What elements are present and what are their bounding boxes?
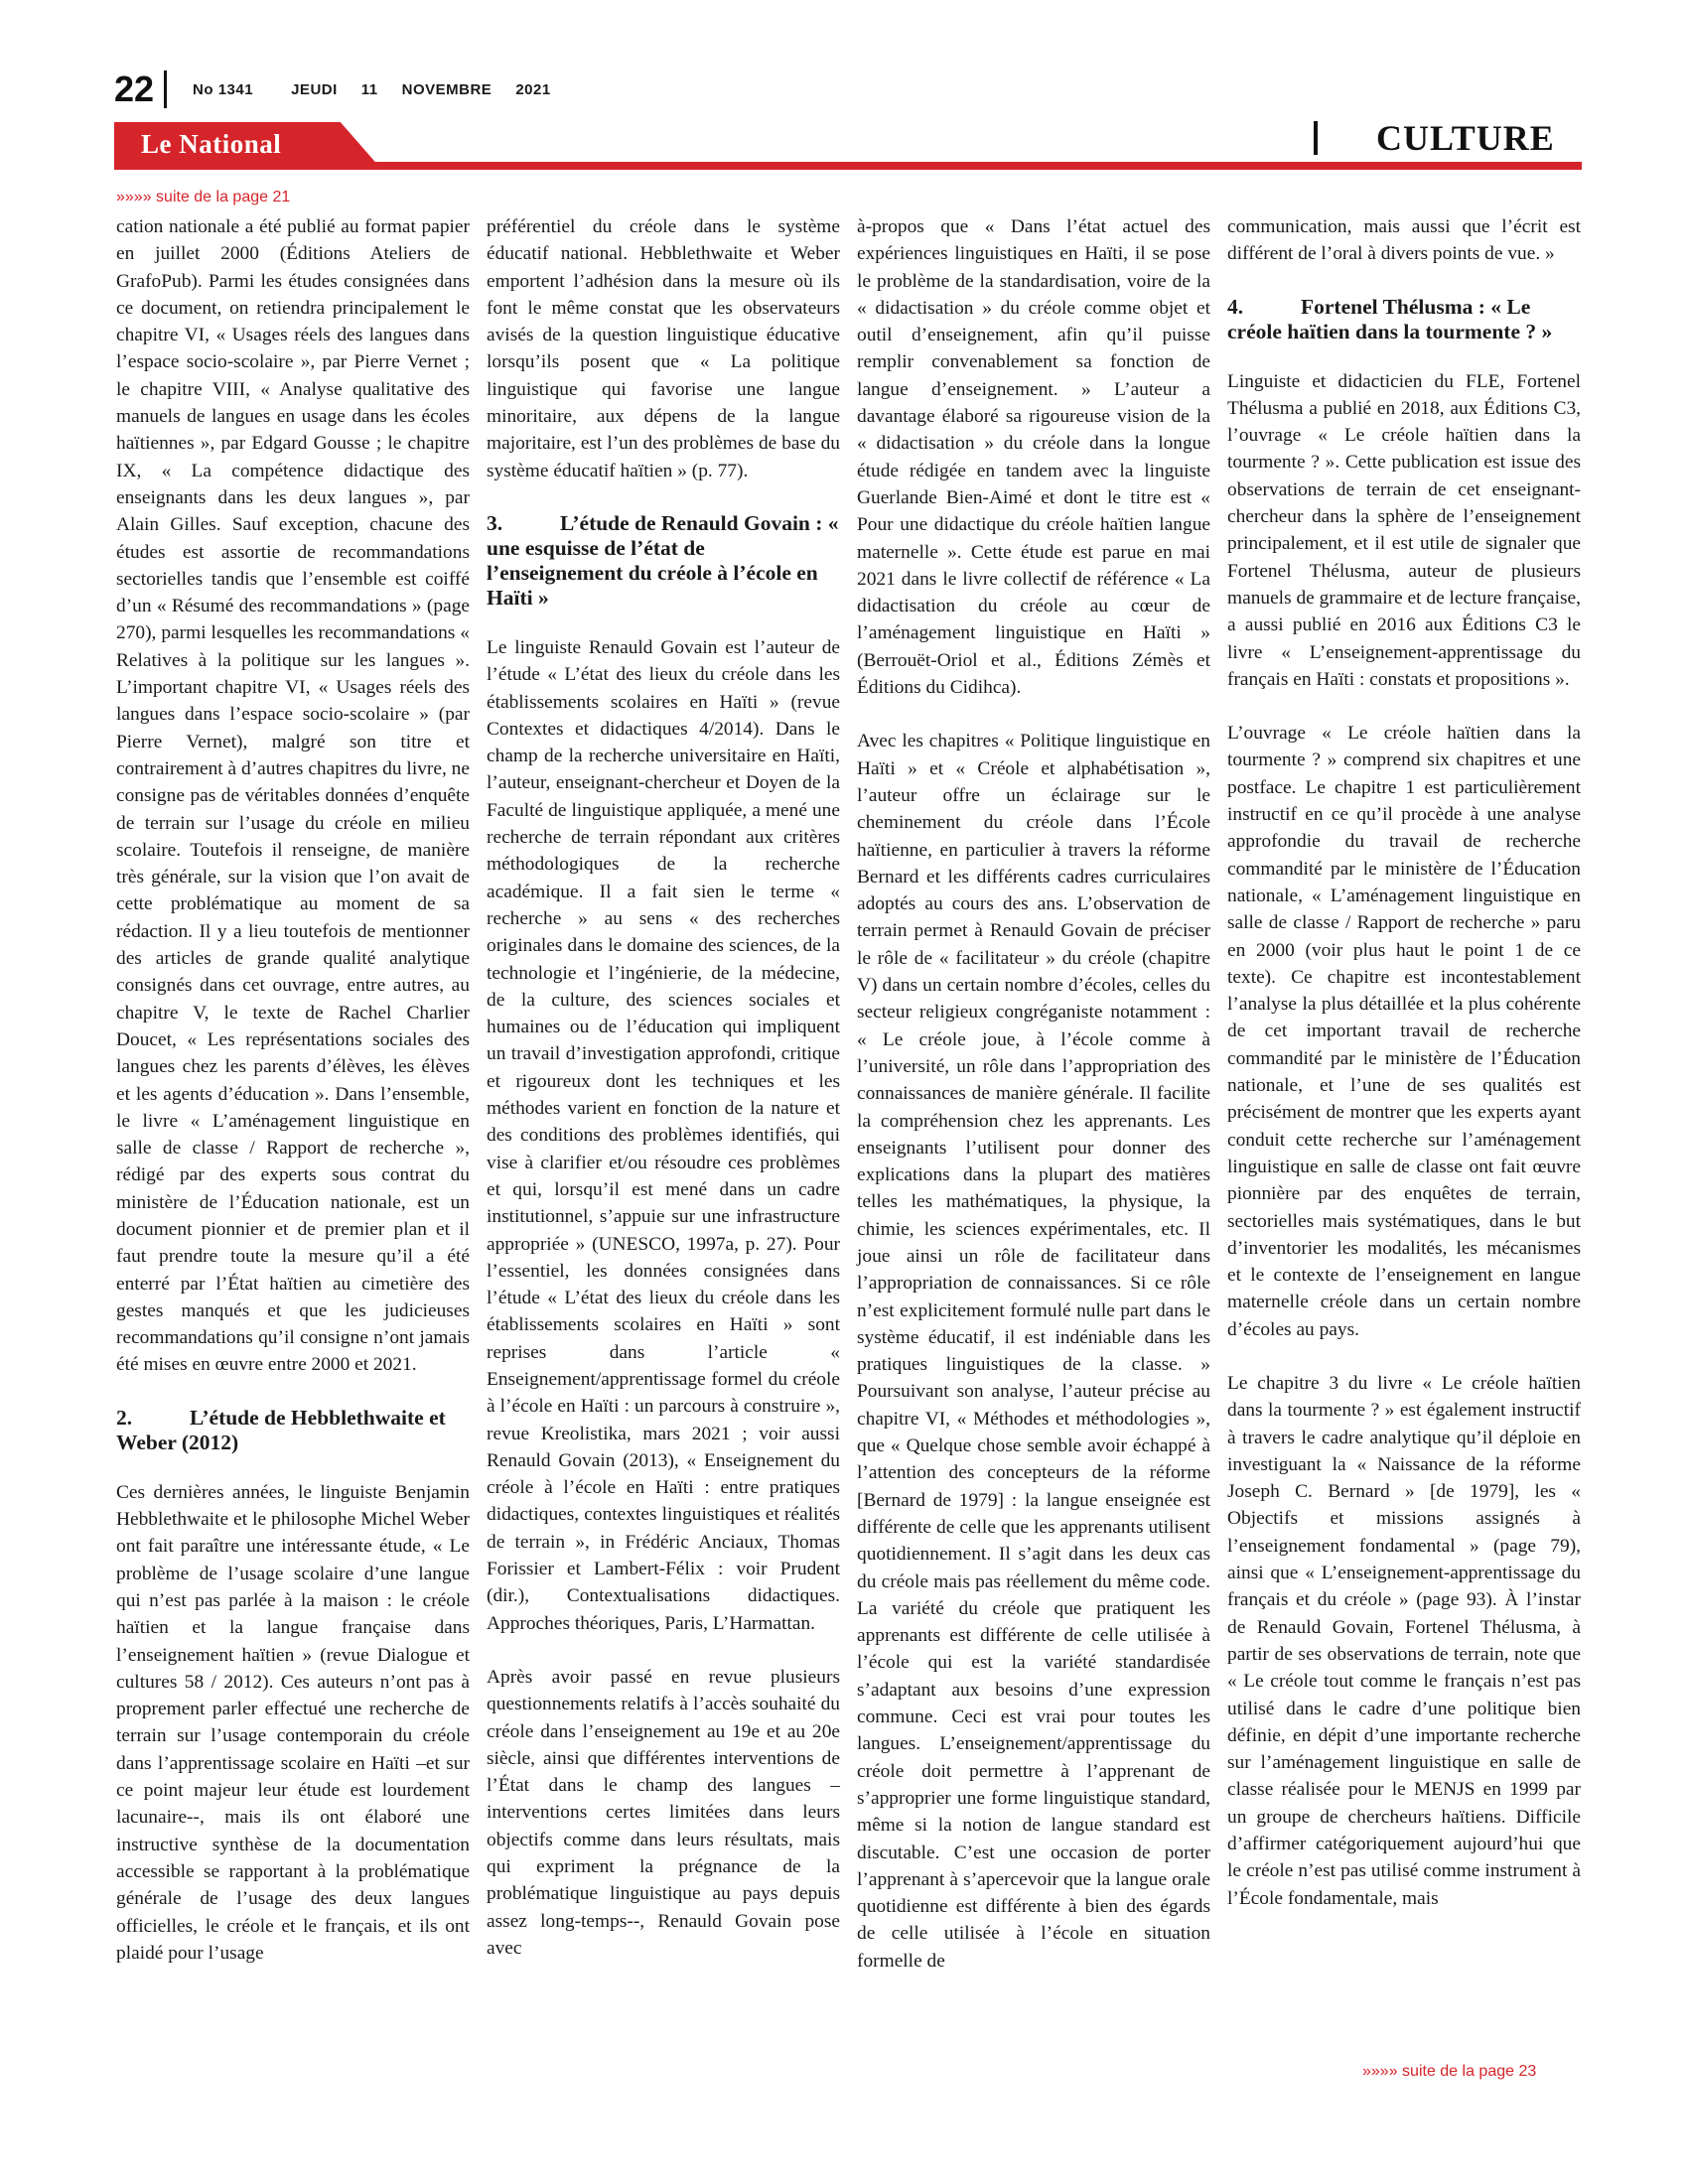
subheading bbox=[487, 511, 840, 611]
subheading bbox=[116, 1406, 470, 1455]
paragraph: L’ouvrage « Le créole haïtien dans la tourmente ? » comprend six chapitres et une postface. Le chapitre 1 est particulièrement instructif en ce qu’il procède à une analyse approfondie du travail de recherche commandité par le ministère de l’Éducation nationale, « L’aménagement linguistique en salle de classe / Rapport de recherche » paru en 2000 (voir plus haut le point 1 de ce texte). Ce chapitre est incontestablement l’analyse la plus détaillée et la plus cohérente de cet important travail de recherche commandité par le ministère de l’Éducation nationale, et l’une de ses qualités est précisément de montrer que les experts ayant conduit cette recherche sur l’aménagement linguistique en salle de classe ont fait œuvre pionnière par des enquêtes de terrain, sectorielles mais systématiques, dans le but d’inventorier les modalités, les mécanismes et le contexte de l’enseignement en langue maternelle créole dans un certain nombre d’écoles au pays. bbox=[1227, 723, 1581, 1340]
paragraph: Ces dernières années, le linguiste Benjamin Hebblethwaite et le philosophe Michel Weber ont fait paraître une intéressante étude, « Le problème de l’usage scolaire d’une langue qui n’est pas parlée à la maison : le créole haïtien et la langue française dans l’enseignement haïtien » (revue Dialogue et cultures 58 / 2012). Ces auteurs n’ont pas à proprement parler effectué une recherche de terrain sur l’usage contemporain du créole dans l’apprentissage scolaire en Haïti –et sur ce point majeur leur étude est lourdement lacunaire--, mais ils ont élaboré une instructive synthèse de la documentation accessible se rapportant à la problématique générale de l’usage des deux langues officielles, le créole et le français, et ils ont plaidé pour l’usage bbox=[116, 1481, 470, 1964]
article-column-4 bbox=[1227, 213, 1581, 1912]
subheading-number: 2. bbox=[116, 1405, 133, 1430]
paragraph: préférentiel du créole dans le système éducatif national. Hebblethwaite et Weber emportent l’adhésion dans la mesure où ils font le même constat que les observateurs avisés de la question linguistique éducative lorsqu’ils posent que « La politique linguistique qui favorise une langue minoritaire, aux dépens de la langue majoritaire, est l’un des problèmes de base du système éducatif haïtien » (p. 77). bbox=[487, 216, 840, 481]
continued-from-link[interactable]: »»»» suite de la page 21 bbox=[116, 189, 291, 205]
paragraph: Avec les chapitres « Politique linguistique en Haïti » et « Créole et alphabétisation », l’auteur offre un éclairage sur le cheminement du créole dans l’École haïtienne, en particulier à travers la réforme Bernard et les différents cadres curriculaires adoptés au cours des ans. L’observation de terrain permet à Renauld Govain de préciser le rôle de « facilitateur » du créole (chapitre V) dans un certain nombre d’écoles, celles du secteur religieux congréganiste notamment : « Le créole joue, à l’école comme à l’université, un rôle dans l’appropriation des connaissances de manière générale. Il facilite la compréhension chez les apprenants. Les enseignants l’utilisent pour donner des explications dans la plupart des matières telles les mathématiques, la physique, la chimie, les sciences expérimentales, etc. Il joue ainsi un rôle de facilitateur dans l’appropriation de connaissances. Si ce rôle n’est explicitement formulé nulle part dans le système éducatif, il est indéniable dans les pratiques linguistiques de la classe. » Poursuivant son analyse, l’auteur précise au chapitre VI, « Méthodes et méthodologies », que « Quelque chose semble avoir échappé à l’attention des concepteurs de la réforme [Bernard de 1979] : la langue enseignée est différente de celle que les apprenants utilisent quotidiennement. Il s’agit dans les deux cas du créole mais pas réellement du même code. La variété du créole que pratiquent les apprenants est différente de celle utilisée à l’école qui est la variété standardisée s’adaptant aux besoins d’une expression commune. Ceci est vrai pour toutes les langues. L’enseignement/apprentissage du créole doit permettre à l’apprenant de s’approprier une forme linguistique standard, même si la notion de langue standard est discutable. C’est une occasion de porter l’apprenant à s’apercevoir que la langue orale quotidienne est différente à bien des égards de celle utilisée à l’école en situation formelle de bbox=[857, 731, 1210, 1972]
paragraph: à-propos que « Dans l’état actuel des expériences linguistiques en Haïti, il se pose le problème de la standardisation, voire de la « didactisation » du créole comme objet et outil d’enseignement, afin qu’il puisse remplir convenablement sa fonction de langue d’enseignement. » L’auteur a davantage élaboré sa rigoureuse vision de la « didactisation » du créole dans la longue étude rédigée en tandem avec la linguiste Guerlande Bien-Aimé et dont le titre est « Pour une didactique du créole haïtien langue maternelle ». Cette étude est parue en mai 2021 dans le livre collectif de référence « La didactisation du créole au cœur de l’aménagement linguistique en Haïti » (Berrouët-Oriol et al., Éditions Zémès et Éditions du Cidihca). bbox=[857, 216, 1210, 699]
issue-year: 2021 bbox=[515, 80, 551, 98]
issue-info bbox=[193, 81, 551, 98]
article-column-2 bbox=[487, 213, 840, 1962]
issue-month: NOVEMBRE bbox=[401, 80, 492, 98]
paragraph: communication, mais aussi que l’écrit est différent de l’oral à divers points de vue. » bbox=[1227, 216, 1581, 265]
paragraph: Le chapitre 3 du livre « Le créole haïtien dans la tourmente ? » est également instructif à travers le cadre analytique qu’il déploie en investiguant la « Naissance de la réforme Joseph C. Bernard » [de 1979], les « Objectifs et missions assignés à l’enseignement fondamental » (page 79), ainsi que « L’enseignement-apprentissage du français et du créole » (page 93). À l’instar de Renauld Govain, Fortenel Thélusma, à partir de ses observations de terrain, note que « Le créole tout comme le français n’est pas utilisé dans le cadre d’une politique bien définie, en dépit d’une importante recherche sur l’aménagement linguistique en salle de classe réalisée pour le MENJS en 1999 par un groupe de chercheurs haïtiens. Difficile d’affirmer catégoriquement aujourd’hui que le créole n’est pas utilisé comme instrument à l’École fondamentale, mais bbox=[1227, 1372, 1581, 1909]
page-number: 22 bbox=[114, 68, 155, 109]
issue-day: JEUDI bbox=[291, 80, 338, 98]
brand-logo: Le National bbox=[141, 129, 282, 159]
subheading-number: 3. bbox=[487, 510, 503, 535]
paragraph: Le linguiste Renauld Govain est l’auteur de l’étude « L’état des lieux du créole dans les établissements scolaires en Haïti » (revue Contextes et didactiques 4/2014). Dans le champ de la recherche universitaire en Haïti, l’auteur, enseignant-chercheur et Doyen de la Faculté de linguistique appliquée, a mené une recherche de terrain répondant aux critères méthodologiques de la recherche académique. Il a fait sien le terme « recherche » au sens « des recherches originales dans le domaine des sciences, de la technologie et l’ingénierie, de la médecine, de la culture, des sciences sociales et humaines ou de l’éducation qui impliquent un travail d’investigation approfondi, critique et rigoureux dont les techniques et les méthodes varient en fonction de la nature et des conditions des problèmes identifiés, qui vise à clarifier et/ou résoudre ces problèmes et qui, lorsqu’il est mené dans un cadre institutionnel, s’appuie sur une infrastructure appropriée » (UNESCO, 1997a, p. 27). Pour l’essentiel, les données consignées dans l’étude « L’état des lieux du créole dans les établissements scolaires en Haïti » sont reprises dans l’article « Enseignement/apprentissage formel du créole à l’école en Haïti : un parcours à construire », revue Kreolistika, mars 2021 ; voir aussi Renauld Govain (2013), « Enseignement du créole à l’école en Haïti : entre pratiques didactiques, contextes linguistiques et réalités de terrain », in Frédéric Anciaux, Thomas Forissier et Lambert-Félix : voir Prudent (dir.), Contextualisations didactiques. Approches théoriques, Paris, L’Harmattan. bbox=[487, 636, 840, 1634]
header-rule bbox=[114, 162, 1582, 170]
section-divider bbox=[1314, 121, 1318, 155]
header-top bbox=[114, 69, 551, 109]
subheading-number: 4. bbox=[1227, 294, 1244, 319]
header-divider bbox=[164, 70, 167, 108]
issue-date-number: 11 bbox=[360, 80, 378, 98]
article-column-1 bbox=[116, 213, 470, 1967]
continued-on-link[interactable]: »»»» suite de la page 23 bbox=[1362, 2063, 1537, 2080]
article-column-3 bbox=[857, 213, 1210, 1975]
paragraph: Linguiste et didacticien du FLE, Fortenel Thélusma a publié en 2018, aux Éditions C3, l’ouvrage « Le créole haïtien dans la tourmente ? ». Cette publication est issue des observations de terrain de cet enseignant-chercheur dans la sphère de l’enseignement principalement, et il est utile de signaler que Fortenel Thélusma, auteur de plusieurs manuels de grammaire et de lecture française, a aussi publié en 2016 aux Éditions C3 le livre « L’enseignement-apprentissage du français en Haïti : constats et propositions ». bbox=[1227, 370, 1581, 690]
paragraph: Après avoir passé en revue plusieurs questionnements relatifs à l’accès souhaité du créole dans l’enseignement au 19e et au 20e siècle, ainsi que différentes interventions de l’État dans le champ des langues –interventions certes limitées dans leurs objectifs comme dans leurs résultats, mais qui expriment la prégnance de la problématique linguistique au pays depuis assez long-temps--, Renauld Govain pose avec bbox=[487, 1666, 840, 1959]
section-title: CULTURE bbox=[1376, 118, 1555, 158]
subheading bbox=[1227, 295, 1581, 344]
issue-number: No 1341 bbox=[193, 80, 254, 98]
subheading-title: L’étude de Hebblethwaite et Weber (2012) bbox=[116, 1405, 446, 1454]
subheading-title: Fortenel Thélusma : « Le créole haïtien dans la tourmente ? » bbox=[1227, 294, 1553, 343]
issue-date bbox=[291, 81, 551, 98]
subheading-title: L’étude de Renauld Govain : « une esquisse de l’état de l’enseignement du créole à l’école en Haïti » bbox=[487, 510, 839, 610]
paragraph: cation nationale a été publié au format papier en juillet 2000 (Éditions Ateliers de GrafoPub). Parmi les études consignées dans ce document, on retiendra principalement le chapitre VI, « Usages réels des langues dans l’espace socio-scolaire », par Pierre Vernet ; le chapitre VIII, « Analyse qualitative des manuels de langues en usage dans les écoles haïtiennes », par Edgard Gousse ; le chapitre IX, « La compétence didactique des enseignants dans les deux langues », par Alain Gilles. Sauf exception, chacune des études est assortie de recommandations sectorielles tandis que l’ensemble est coiffé d’un « Résumé des recommandations » (page 270), parmi lesquelles les recommandations « Relatives à la politique sur les langues ». L’important chapitre VI, « Usages réels des langues dans l’espace socio-scolaire » (par Pierre Vernet), malgré son titre et contrairement à d’autres chapitres du livre, ne consigne pas de véritables données d’enquête de terrain sur l’usage du créole en milieu scolaire. Toutefois il renseigne, de manière très générale, sur la vision que l’on avait de cette problématique au moment de sa rédaction. Il y a lieu toutefois de mentionner des articles de grande qualité analytique consignés dans cet ouvrage, entre autres, au chapitre V, le texte de Rachel Charlier Doucet, « Les représentations sociales des langues chez les parents d’élèves, les élèves et les agents d’éducation ». Dans l’ensemble, le livre « L’aménagement linguistique en salle de classe / Rapport de recherche », rédigé par des experts sous contrat du ministère de l’Éducation nationale, est un document pionnier et de premier plan et il faut prendre toute la mesure qu’il a été enterré par l’État haïtien au cimetière des gestes manqués et que les judicieuses recommandations qu’il consigne n’ont jamais été mises en œuvre entre 2000 et 2021. bbox=[116, 216, 470, 1376]
